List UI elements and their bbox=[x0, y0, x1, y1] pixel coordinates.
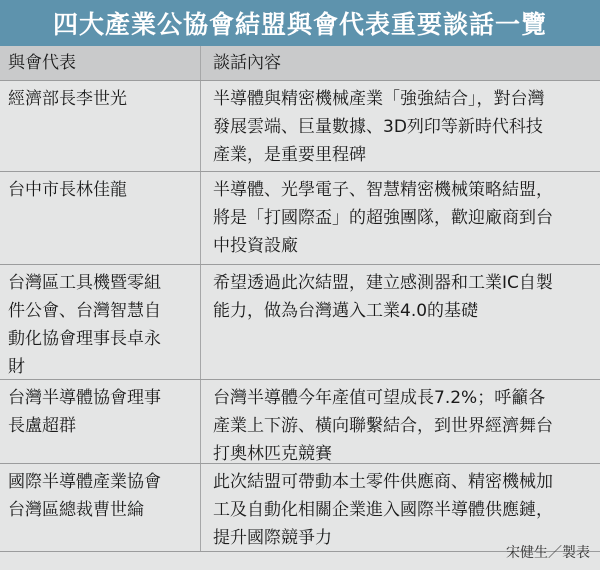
representative-cell bbox=[0, 464, 201, 551]
title-bar bbox=[0, 0, 600, 46]
talk-text: 台灣半導體今年產值可望成長7.2%；呼籲各 產業上下游、橫向聯繫結合，到世界經濟舞台 打奧林匹克競賽 bbox=[213, 388, 553, 464]
representative-name: 台灣區工具機暨零組 件公會、台灣智慧自 動化協會理事長卓永 財 bbox=[8, 273, 161, 377]
table-row bbox=[0, 380, 600, 464]
table-header bbox=[0, 46, 600, 81]
header-representative: 與會代表 bbox=[0, 46, 201, 80]
representative-name: 經濟部長李世光 bbox=[8, 89, 127, 109]
table-row bbox=[0, 265, 600, 380]
representative-cell bbox=[0, 265, 201, 379]
credit-line: 宋健生／製表 bbox=[506, 545, 590, 561]
page-title: 四大產業公協會結盟與會代表重要談話一覽 bbox=[52, 10, 547, 39]
representative-name: 台中市長林佳龍 bbox=[8, 180, 127, 200]
talk-text: 此次結盟可帶動本土零件供應商、精密機械加 工及自動化相關企業進入國際半導體供應鏈， 提升國際競爭力 bbox=[213, 472, 553, 548]
content-cell bbox=[201, 380, 600, 463]
table-row bbox=[0, 464, 600, 552]
header-content: 談話內容 bbox=[213, 53, 281, 73]
representative-cell bbox=[0, 380, 201, 463]
talk-text: 希望透過此次結盟，建立感測器和工業IC自製 能力，做為台灣邁入工業4.0的基礎 bbox=[213, 273, 553, 321]
talk-text: 半導體與精密機械產業「強強結合」，對台灣 發展雲端、巨量數據、3D列印等新時代科技 產業，是重要里程碑 bbox=[213, 89, 545, 165]
table-row bbox=[0, 81, 600, 172]
content-cell bbox=[201, 172, 600, 264]
representative-cell bbox=[0, 81, 201, 171]
content-cell bbox=[201, 464, 600, 551]
content-cell bbox=[201, 81, 600, 171]
representative-cell bbox=[0, 172, 201, 264]
content-cell bbox=[201, 265, 600, 379]
table-row bbox=[0, 172, 600, 265]
talk-text: 半導體、光學電子、智慧精密機械策略結盟， 將是「打國際盃」的超強團隊，歡迎廠商到台 中投資設廠 bbox=[213, 180, 553, 256]
representative-name: 台灣半導體協會理事 長盧超群 bbox=[8, 388, 161, 436]
representative-name: 國際半導體產業協會 台灣區總裁曹世綸 bbox=[8, 472, 161, 520]
table-body bbox=[0, 81, 600, 552]
